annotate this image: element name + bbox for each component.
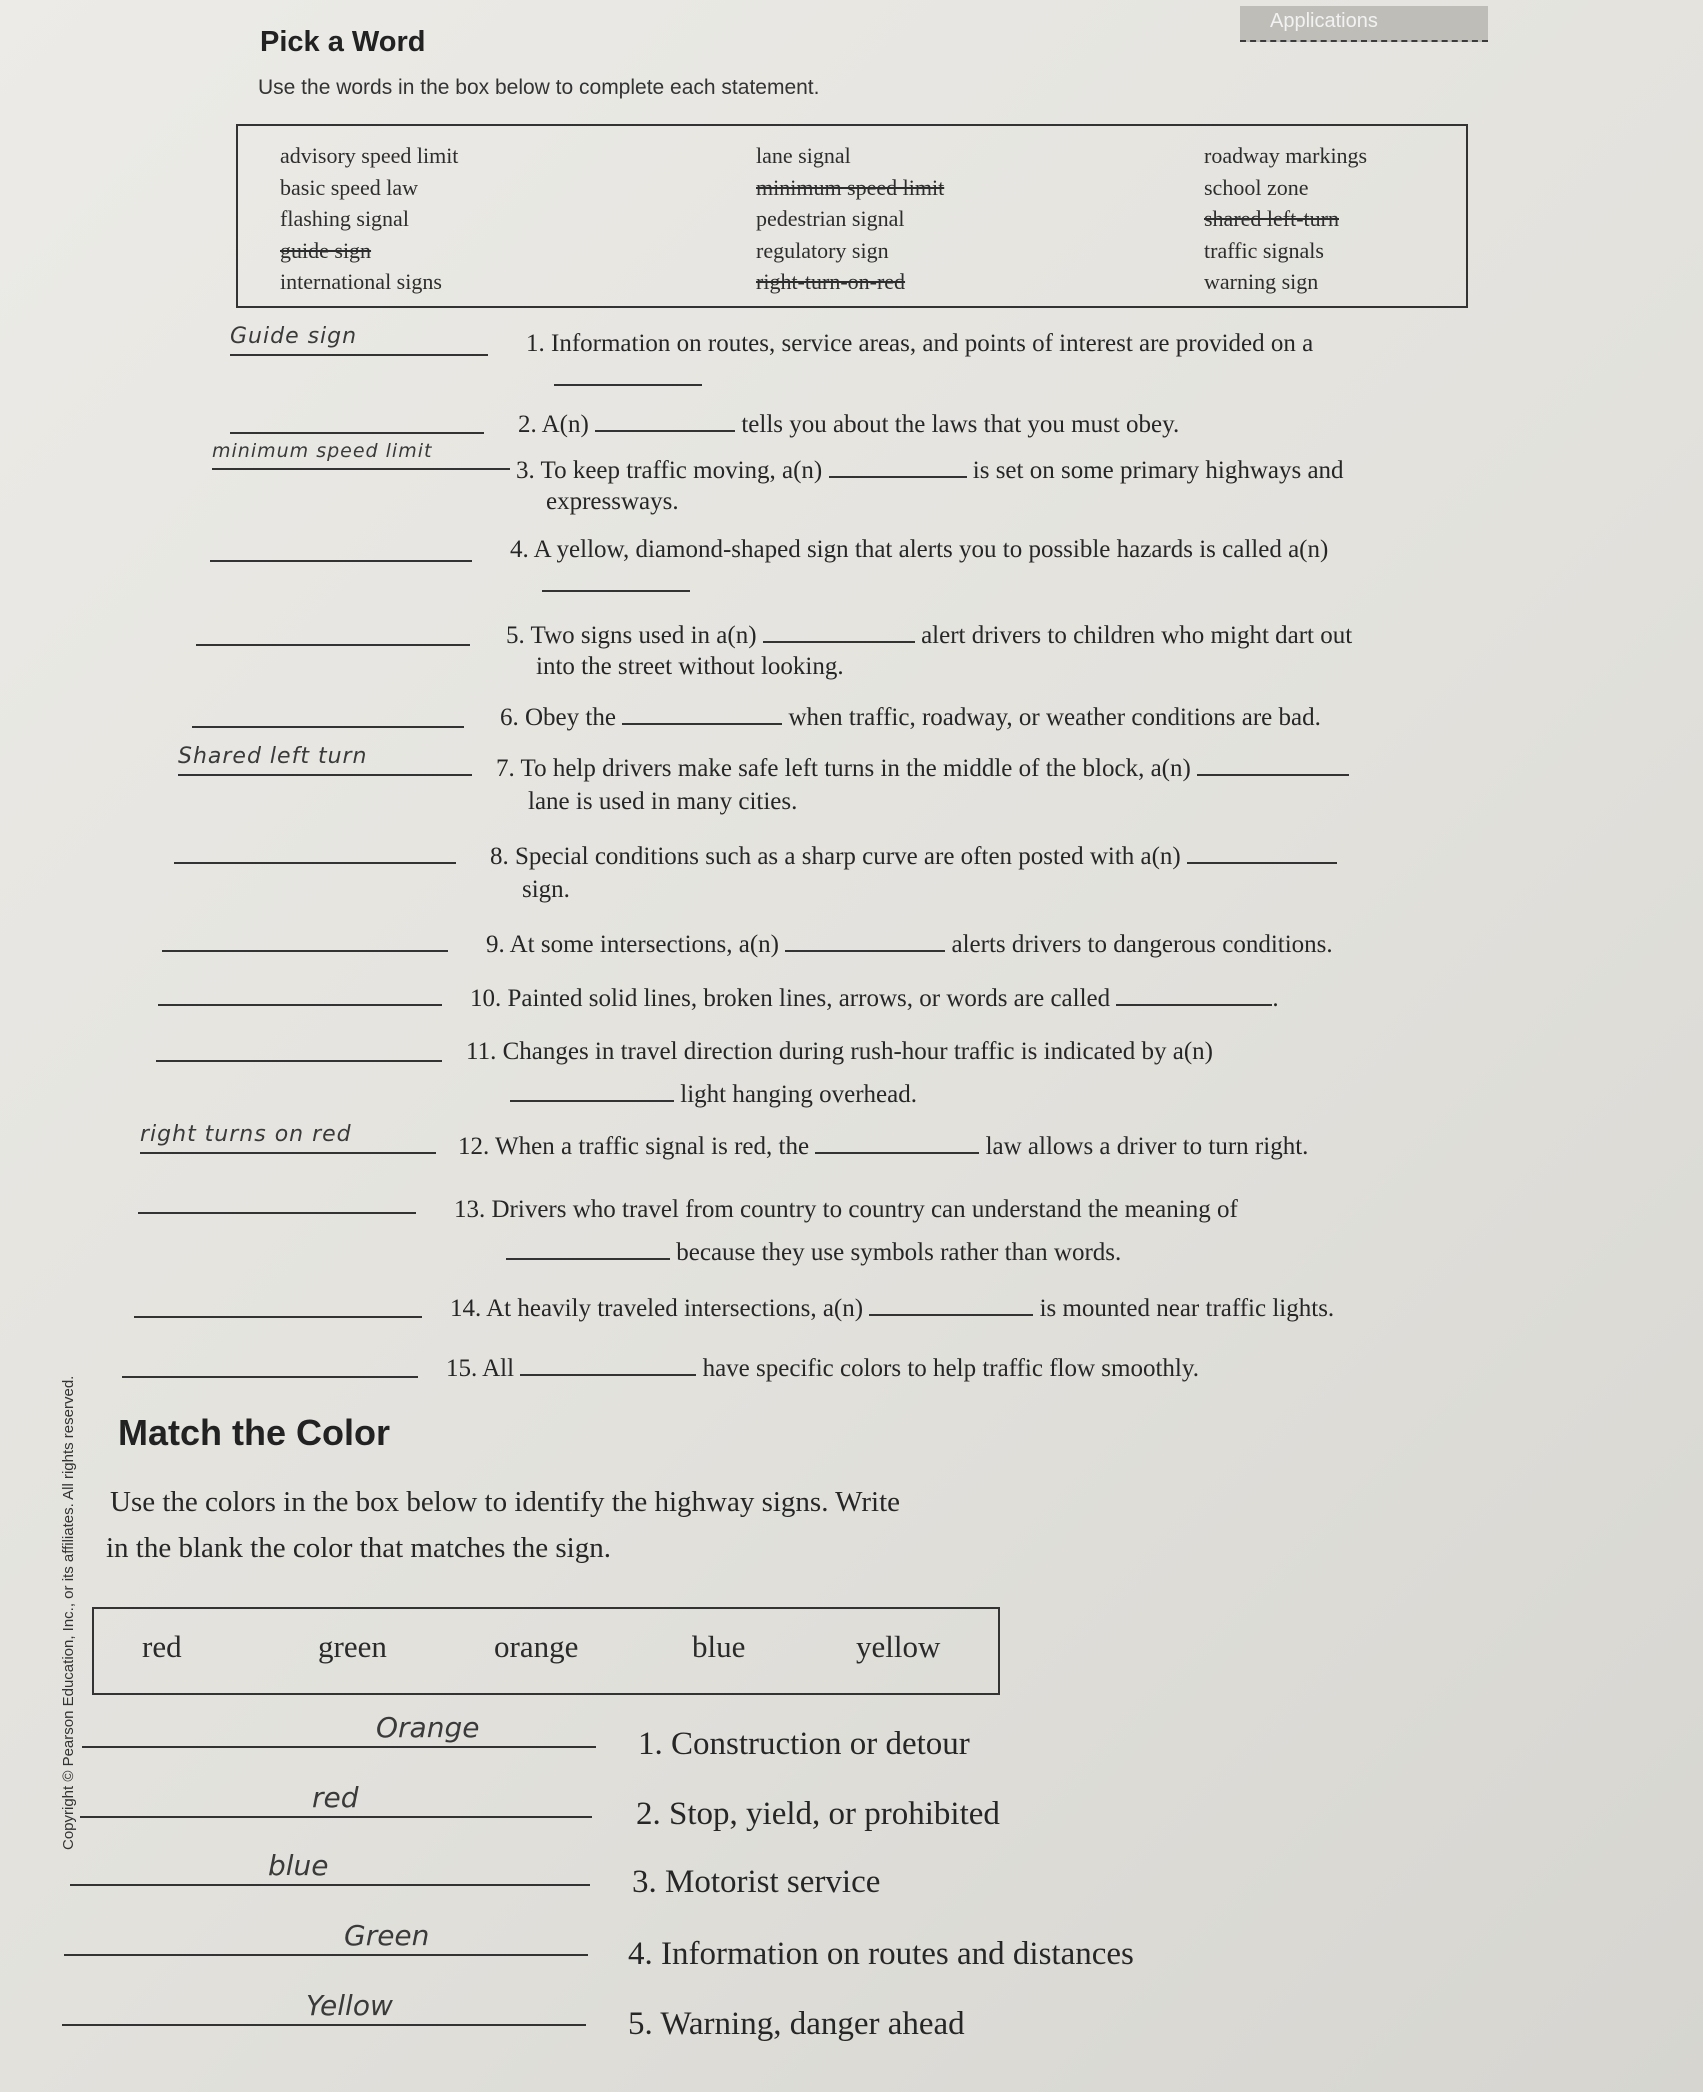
word-item: pedestrian signal [756,206,905,231]
question-10: 10. Painted solid lines, broken lines, arrows, or words are called . [470,982,1279,1013]
color-answer-3[interactable]: blue [70,1848,590,1886]
inline-blank[interactable] [506,1236,670,1260]
color-word-green: green [318,1629,387,1664]
question-5: 5. Two signs used in a(n) alert drivers to children who might dart out [506,619,1352,650]
question-3: 3. To keep traffic moving, a(n) is set on some primary highways and [516,454,1344,485]
answer-blank-3[interactable]: minimum speed limit [212,436,510,470]
section-title-match-the-color: Match the Color [118,1412,391,1453]
word-item-used: guide sign [280,237,372,263]
section-title-pick-a-word: Pick a Word [260,26,426,58]
question-15: 15. All have specific colors to help traffic flow smoothly. [446,1352,1199,1383]
question-5-line2: into the street without looking. [536,653,844,680]
question-13: 13. Drivers who travel from country to country can understand the meaning of [454,1196,1238,1223]
question-11-line2: light hanging overhead. [510,1078,917,1109]
question-8-line2: sign. [522,876,570,903]
word-item-used: minimum speed limit [756,174,945,200]
word-item: regulatory sign [756,237,889,263]
question-1: 1. Information on routes, service areas, and points of interest are provided on a [526,330,1314,357]
color-item-4: 4. Information on routes and distances [628,1936,1134,1972]
answer-blank-8[interactable] [174,830,456,864]
word-item: roadway markings [1204,143,1368,168]
word-item-used: shared left-turn [1204,206,1339,231]
question-14: 14. At heavily traveled intersections, a(n) is mounted near traffic lights. [450,1292,1334,1323]
color-word-yellow: yellow [856,1629,941,1664]
word-column-1 [280,140,458,298]
answer-blank-5[interactable] [196,612,470,646]
color-word-red: red [142,1629,182,1664]
applications-tab: Applications [1240,6,1488,42]
answer-blank-10[interactable] [158,972,442,1006]
word-box [236,124,1468,308]
question-3-line2: expressways. [546,488,679,515]
question-6: 6. Obey the when traffic, roadway, or weather conditions are bad. [500,701,1321,732]
question-9: 9. At some intersections, a(n) alerts drivers to dangerous conditions. [486,928,1333,959]
question-2: 2. A(n) tells you about the laws that you must obey. [518,408,1179,439]
question-4: 4. A yellow, diamond-shaped sign that alerts you to possible hazards is called a(n) [510,536,1329,563]
inline-blank[interactable] [622,701,782,725]
color-item-3: 3. Motorist service [632,1864,881,1900]
inline-blank[interactable] [763,619,915,643]
question-7-line2: lane is used in many cities. [528,788,798,815]
color-item-1: 1. Construction or detour [638,1726,970,1762]
answer-blank-4[interactable] [210,528,472,562]
answer-blank-13[interactable] [138,1180,416,1214]
inline-blank[interactable] [595,408,735,432]
inline-blank[interactable] [869,1292,1033,1316]
answer-blank-12[interactable]: right turns on red [140,1120,436,1154]
word-item: warning sign [1204,269,1319,294]
inline-blank[interactable] [785,928,945,952]
inline-blank[interactable] [510,1078,674,1102]
color-word-blue: blue [692,1629,746,1664]
inline-blank[interactable] [1116,982,1272,1006]
color-answer-5[interactable]: Yellow [62,1988,586,2026]
color-answer-1[interactable]: Orange [82,1710,596,1748]
inline-blank[interactable] [815,1130,979,1154]
color-answer-4[interactable]: Green [64,1918,588,1956]
answer-blank-14[interactable] [134,1284,422,1318]
answer-blank-1[interactable]: Guide sign [230,322,488,356]
word-item: advisory speed limit [280,143,459,168]
question-11: 11. Changes in travel direction during rush-hour traffic is indicated by a(n) [466,1038,1214,1065]
word-item: school zone [1204,174,1309,200]
answer-blank-15[interactable] [122,1344,418,1378]
copyright-notice: Copyright © Pearson Education, Inc., or its affiliates. All rights reserved. [60,1375,77,1850]
inline-blank[interactable] [1197,752,1349,776]
match-color-instructions-line2: in the blank the color that matches the sign. [106,1532,611,1564]
inline-blank[interactable] [829,454,967,478]
color-item-2: 2. Stop, yield, or prohibited [636,1796,1000,1832]
pick-a-word-instructions: Use the words in the box below to complete each statement. [258,76,820,99]
color-box [92,1607,1000,1695]
inline-blank[interactable] [1187,840,1337,864]
answer-blank-7[interactable]: Shared left turn [178,742,472,776]
match-color-instructions-line1: Use the colors in the box below to identify the highway signs. Write [110,1486,901,1518]
word-item: lane signal [756,143,851,168]
question-12: 12. When a traffic signal is red, the law allows a driver to turn right. [458,1130,1308,1161]
word-item: traffic signals [1204,237,1324,263]
question-4-inline-blank[interactable] [542,568,690,599]
word-column-3 [1204,140,1367,298]
answer-blank-6[interactable] [192,694,464,728]
word-item: basic speed law [280,174,419,200]
answer-blank-9[interactable] [162,918,448,952]
question-13-line2: because they use symbols rather than words. [506,1236,1121,1267]
word-item-used: right-turn-on-red [756,269,906,294]
question-7: 7. To help drivers make safe left turns in the middle of the block, a(n) [496,752,1349,783]
word-column-2 [756,140,944,298]
question-8: 8. Special conditions such as a sharp curve are often posted with a(n) [490,840,1337,871]
question-1-inline-blank[interactable] [554,362,702,393]
word-item: flashing signal [280,206,409,231]
color-word-orange: orange [494,1629,579,1664]
color-answer-2[interactable]: red [80,1780,592,1818]
inline-blank[interactable] [520,1352,696,1376]
answer-blank-2[interactable] [230,400,484,434]
answer-blank-11[interactable] [156,1028,442,1062]
color-item-5: 5. Warning, danger ahead [628,2006,965,2042]
word-item: international signs [280,269,442,294]
